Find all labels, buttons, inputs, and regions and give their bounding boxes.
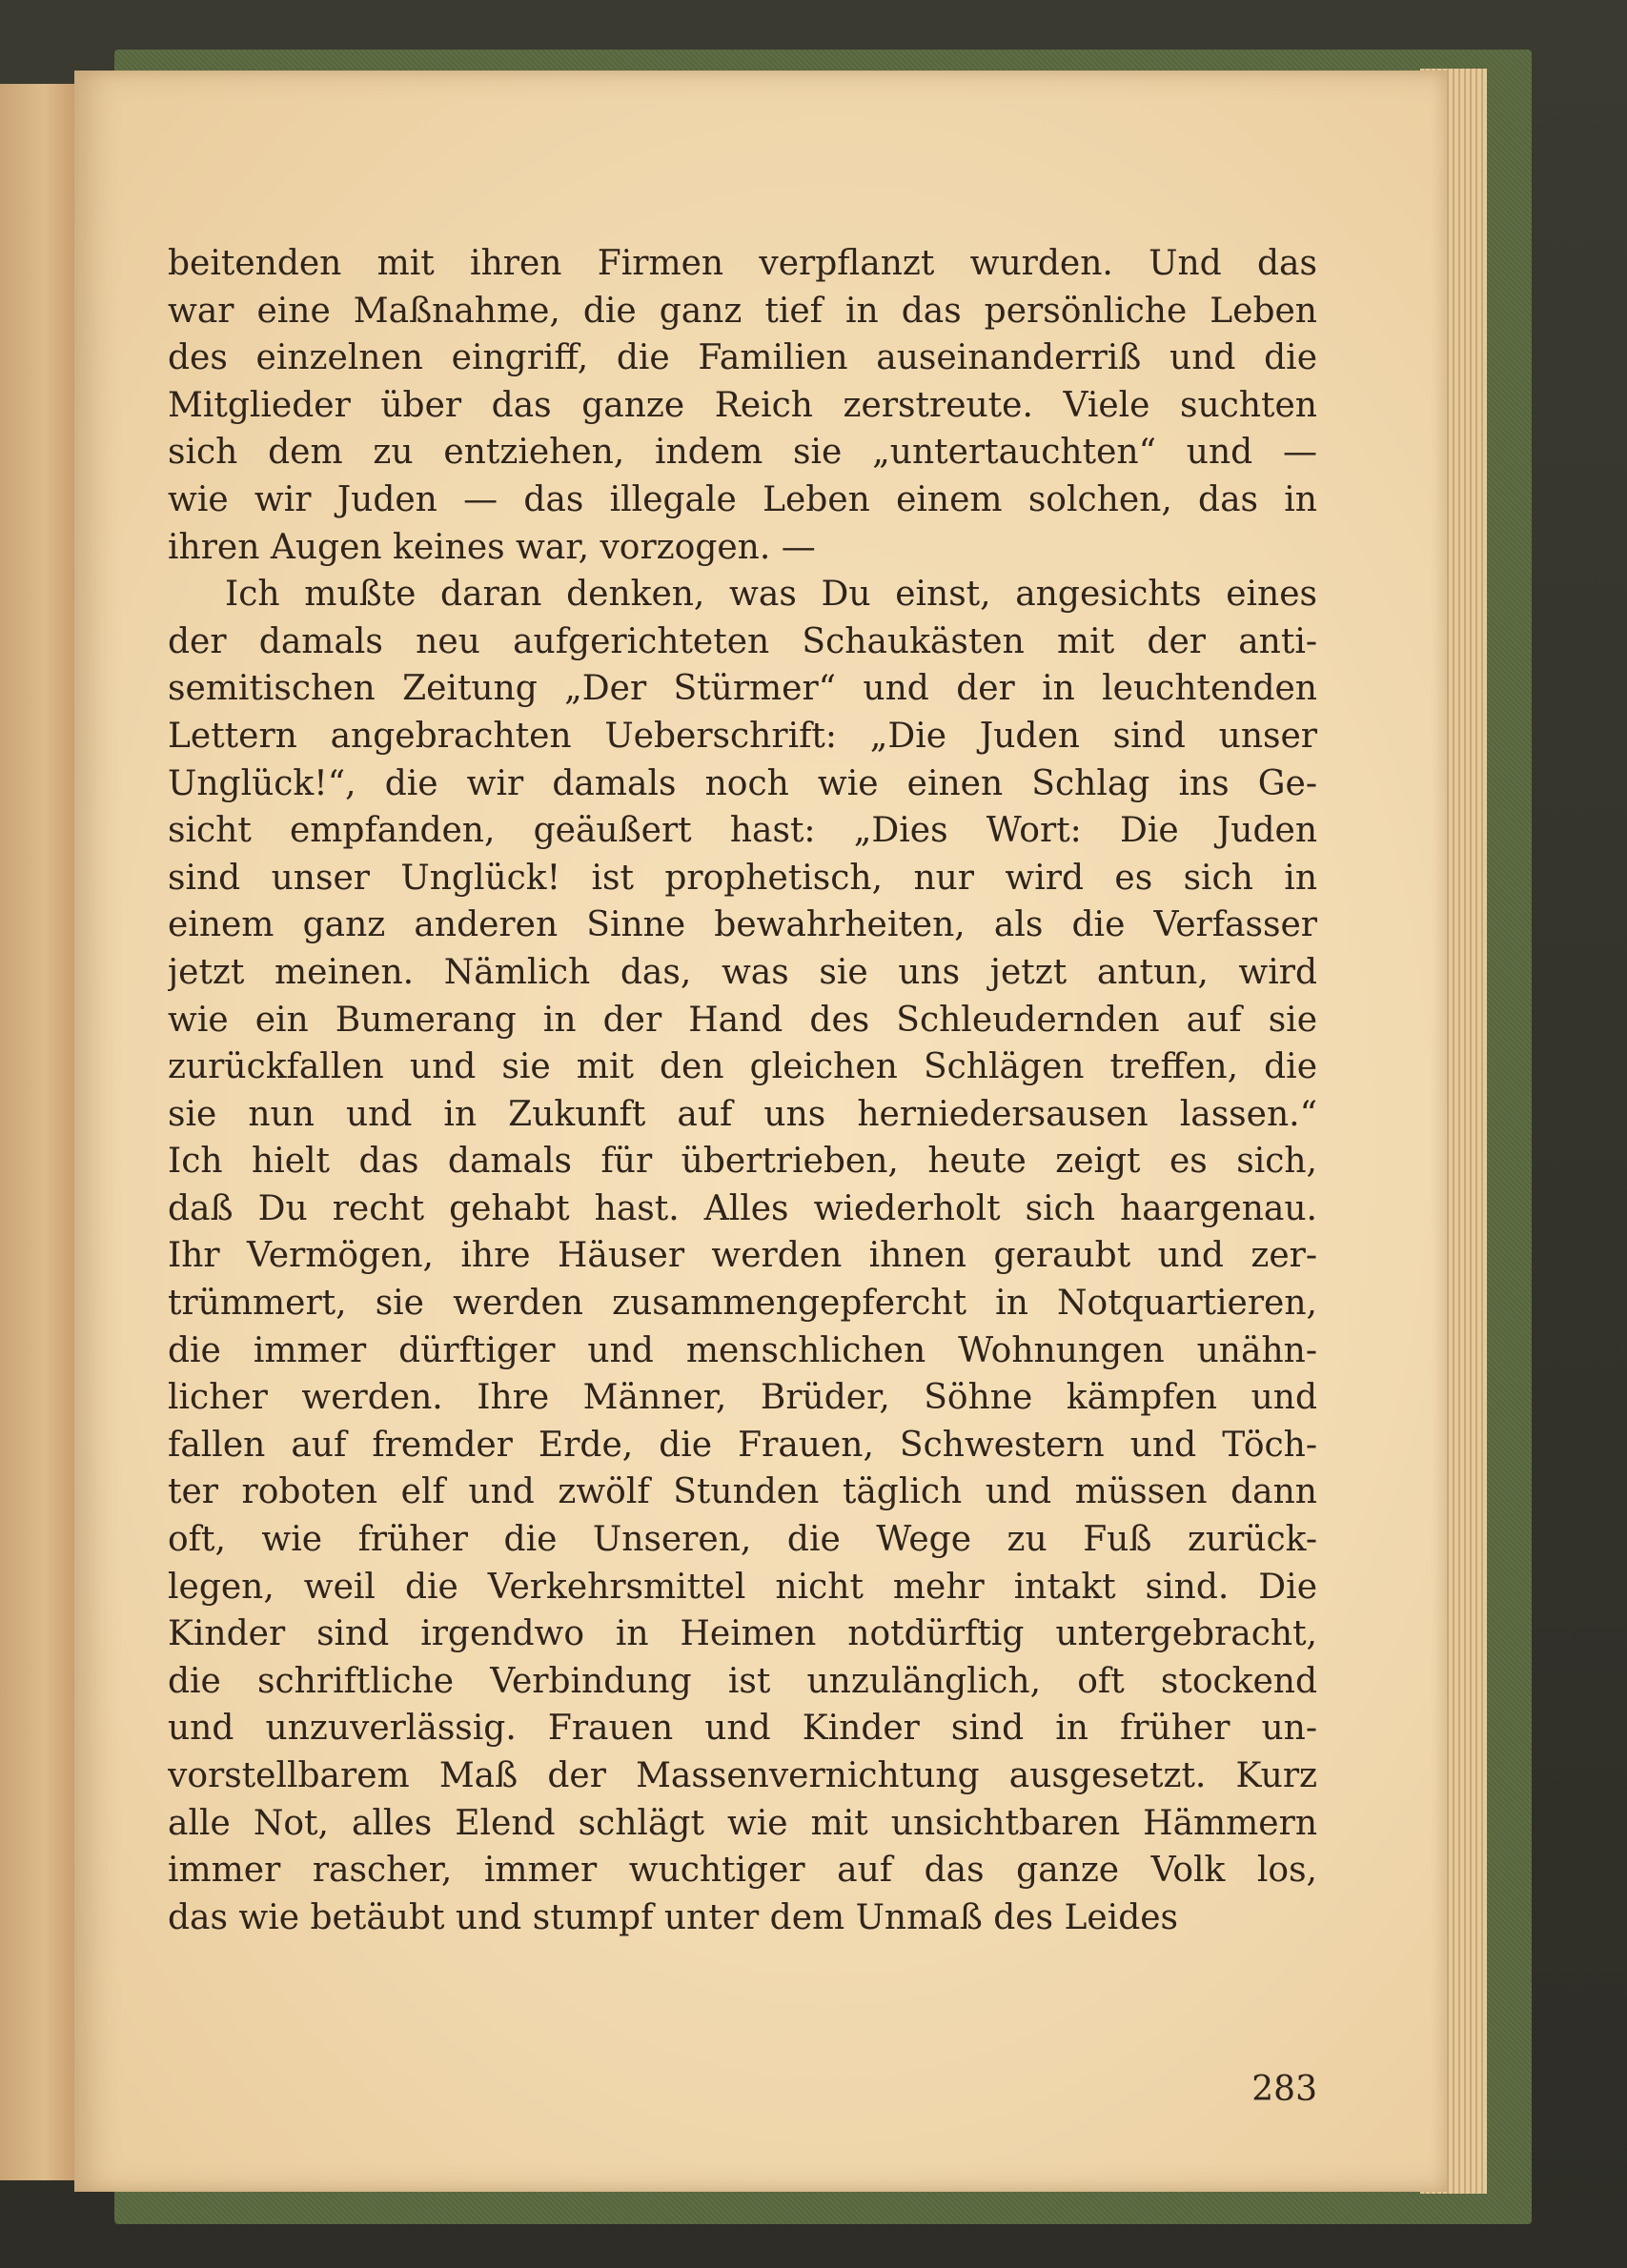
text-line: Ich hielt das damals für übertrieben, heute zeigt es sich, <box>168 1142 1317 1182</box>
text-line: jetzt meinen. Nämlich das, was sie uns jetzt antun, wird <box>168 952 1317 992</box>
text-line: alle Not, alles Elend schlägt wie mit unsichtbaren Hämmern <box>168 1803 1317 1843</box>
text-line: ihren Augen keines war, vorzogen. — <box>168 527 816 567</box>
text-line: trümmert, sie werden zusammengepfercht in Notquartieren, <box>168 1284 1317 1324</box>
facing-page-edge <box>0 84 77 2180</box>
text-line: des einzelnen eingriff, die Familien auseinanderriß und die <box>168 338 1317 378</box>
text-line: die schriftliche Verbindung ist unzulänglich, oft stockend <box>168 1661 1317 1701</box>
text-line: Mitglieder über das ganze Reich zerstreute. Viele suchten <box>168 385 1317 425</box>
text-line: Unglück!“, die wir damals noch wie einen Schlag ins Ge- <box>168 763 1317 803</box>
text-line: sie nun und in Zukunft auf uns herniedersausen lassen.“ <box>168 1094 1317 1134</box>
text-line: zurückfallen und sie mit den gleichen Schlägen treffen, die <box>168 1047 1317 1087</box>
text-line: semitischen Zeitung „Der Stürmer“ und der in leuchtenden <box>168 669 1317 709</box>
text-line: sicht empfanden, geäußert hast: „Dies Wort: Die Juden <box>168 811 1317 851</box>
text-line: wie ein Bumerang in der Hand des Schleudernden auf sie <box>168 1000 1317 1040</box>
text-line: sich dem zu entziehen, indem sie „untertauchten“ und — <box>168 433 1317 473</box>
text-line: daß Du recht gehabt hast. Alles wiederholt sich haargenau. <box>168 1188 1317 1228</box>
text-line: der damals neu aufgerichteten Schaukästen mit der anti- <box>168 621 1317 661</box>
text-line: einem ganz anderen Sinne bewahrheiten, als die Verfasser <box>168 905 1317 945</box>
text-line: ter roboten elf und zwölf Stunden täglich und müssen dann <box>168 1472 1317 1512</box>
text-line: sind unser Unglück! ist prophetisch, nur wird es sich in <box>168 858 1317 898</box>
text-line: oft, wie früher die Unseren, die Wege zu Fuß zurück- <box>168 1520 1317 1560</box>
text-line: fallen auf fremder Erde, die Frauen, Schwestern und Töch- <box>168 1425 1317 1465</box>
text-line: Kinder sind irgendwo in Heimen notdürftig untergebracht, <box>168 1614 1317 1654</box>
text-line: und unzuverlässig. Frauen und Kinder sind in früher un- <box>168 1709 1317 1749</box>
body-text <box>168 240 1317 1941</box>
text-line: war eine Maßnahme, die ganz tief in das persönliche Leben <box>168 291 1317 331</box>
text-line: Lettern angebrachten Ueberschrift: „Die Juden sind unser <box>168 716 1317 756</box>
text-line: wie wir Juden — das illegale Leben einem solchen, das in <box>168 479 1317 519</box>
text-line: Ihr Vermögen, ihre Häuser werden ihnen geraubt und zer- <box>168 1236 1317 1276</box>
text-line: vorstellbarem Maß der Massenvernichtung ausgesetzt. Kurz <box>168 1756 1317 1795</box>
text-line: immer rascher, immer wuchtiger auf das ganze Volk los, <box>168 1851 1317 1891</box>
text-line: beitenden mit ihren Firmen verpflanzt wurden. Und das <box>168 244 1317 283</box>
text-line: Ich mußte daran denken, was Du einst, angesichts eines <box>225 575 1317 615</box>
page-number: 283 <box>1251 2070 1317 2109</box>
text-line: das wie betäubt und stumpf unter dem Unmaß des Leides <box>168 1897 1179 1937</box>
text-line: legen, weil die Verkehrsmittel nicht mehr intakt sind. Die <box>168 1567 1317 1607</box>
text-line: licher werden. Ihre Männer, Brüder, Söhne kämpfen und <box>168 1378 1317 1418</box>
book-page <box>74 71 1447 2192</box>
text-line: die immer dürftiger und menschlichen Wohnungen unähn- <box>168 1330 1317 1370</box>
